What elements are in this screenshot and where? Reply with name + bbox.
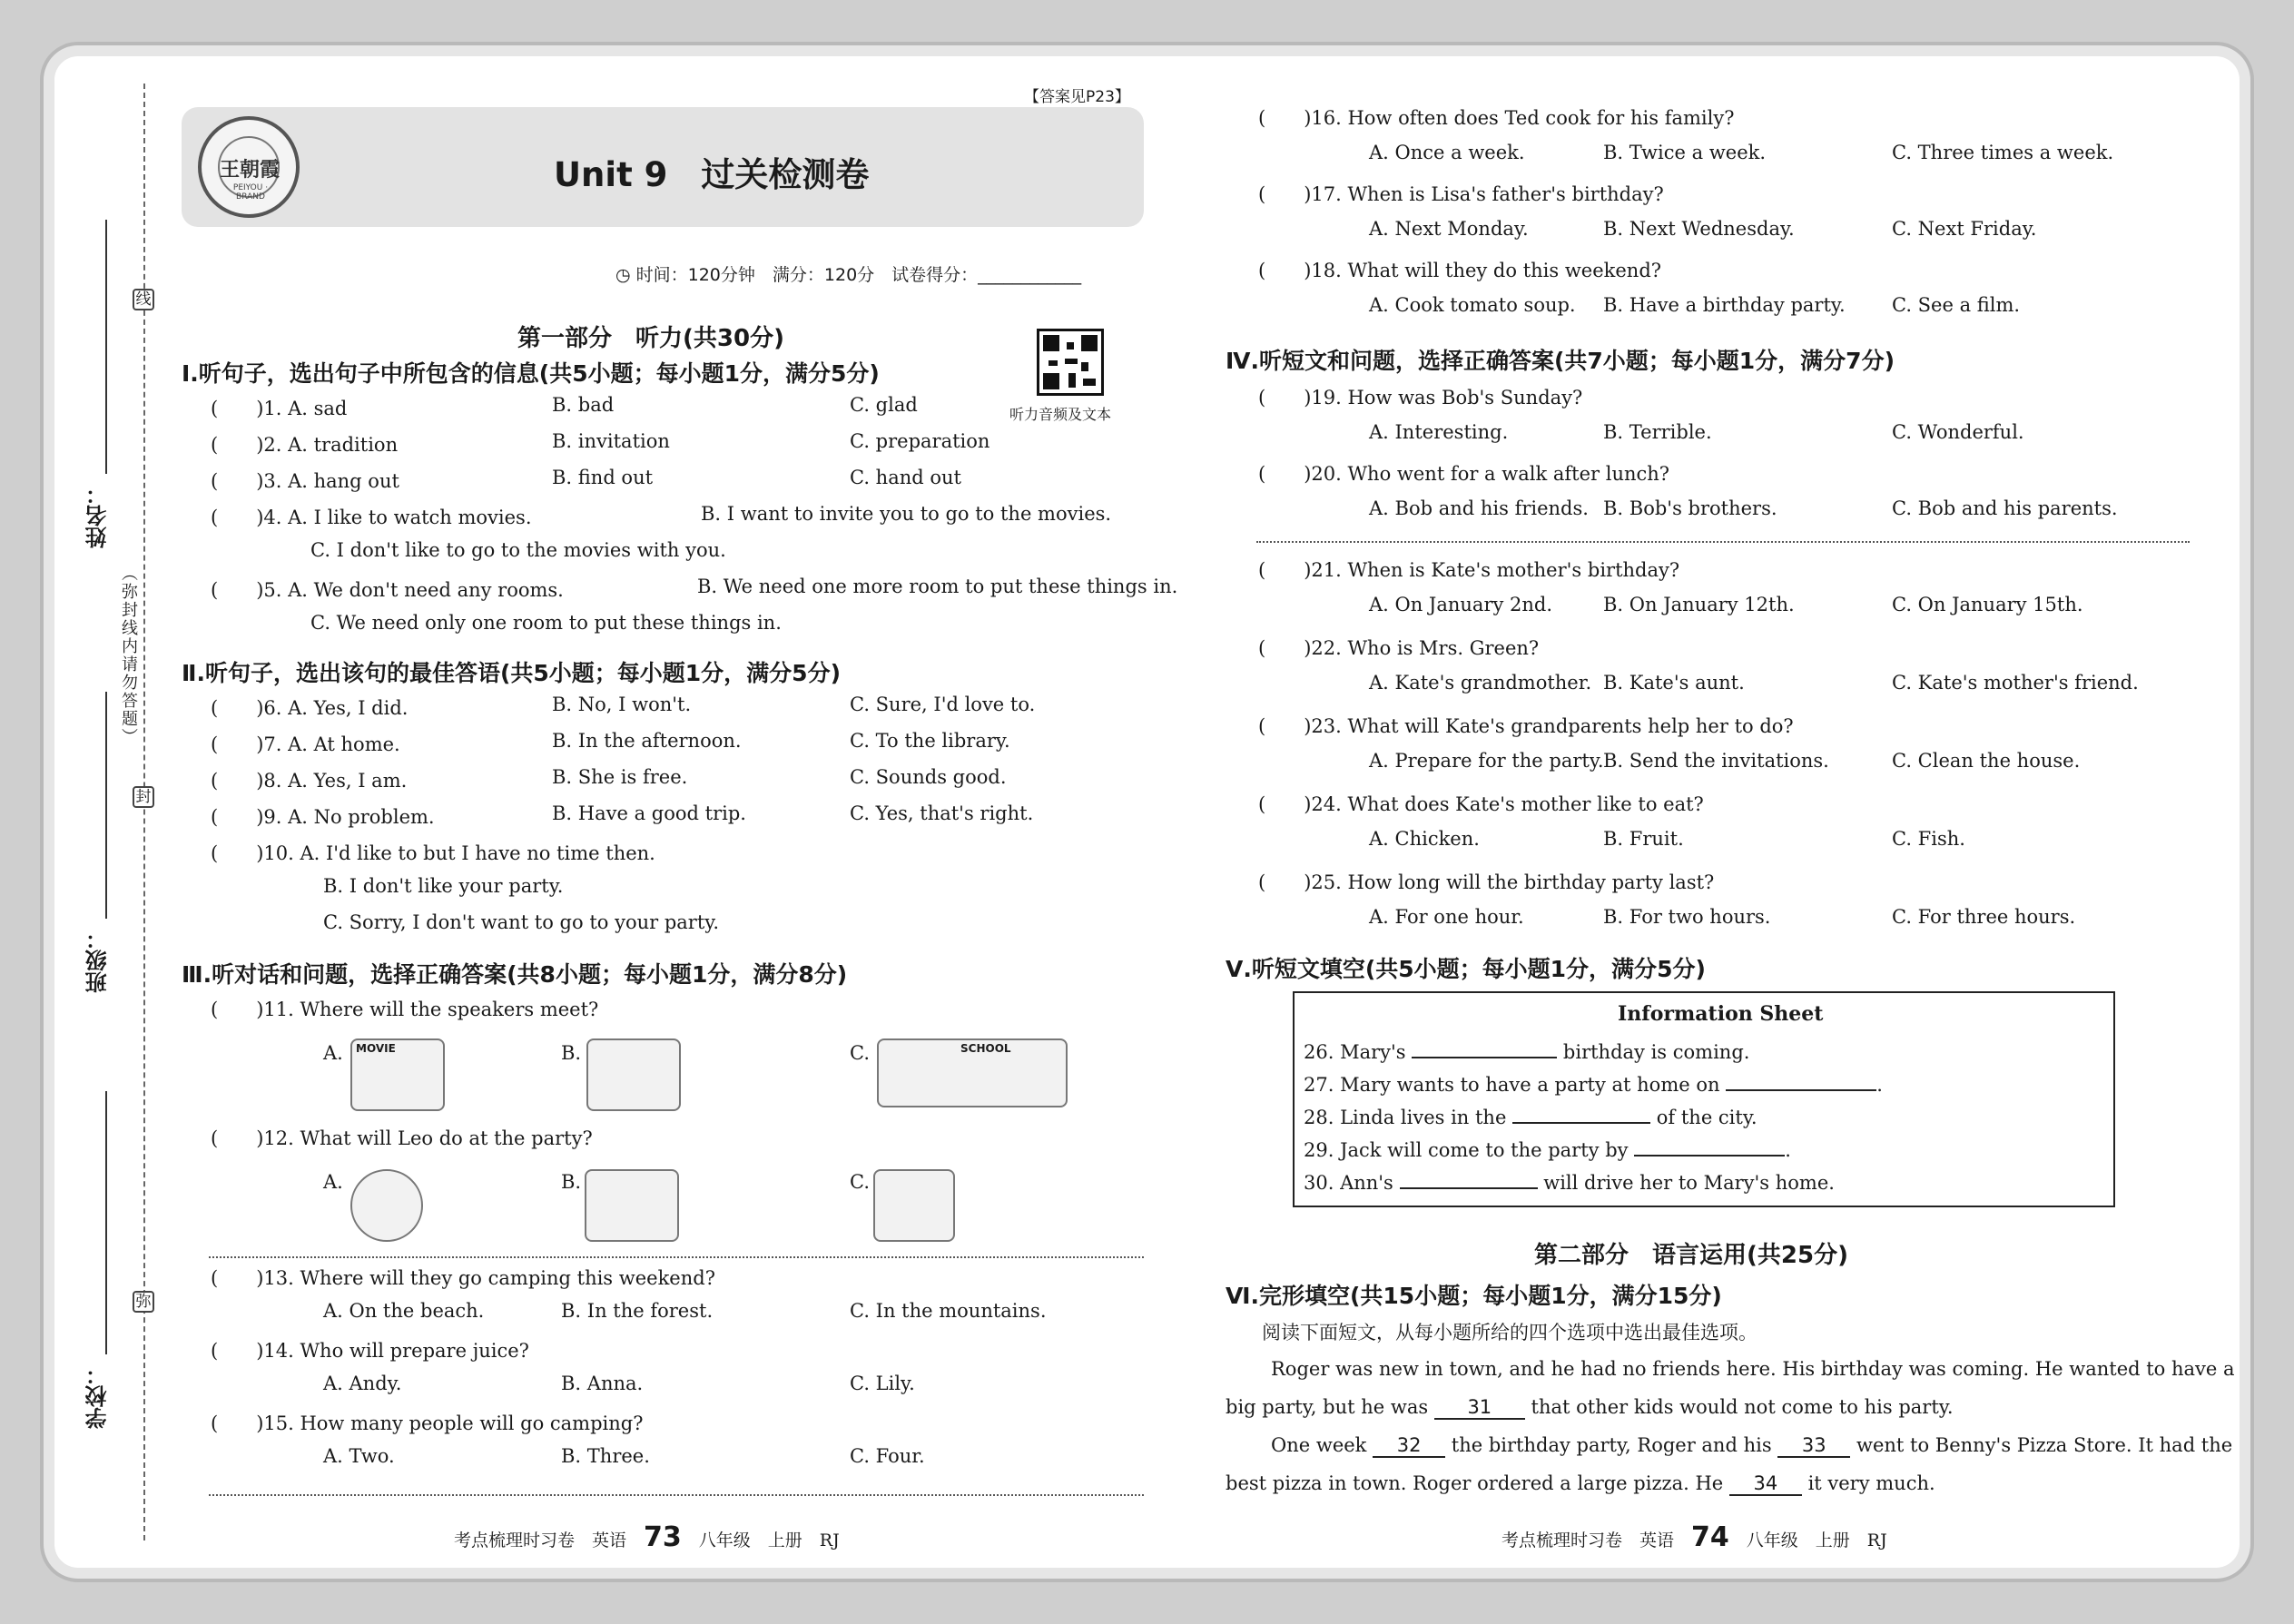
part1-title: 第一部分 听力(共30分) <box>517 325 784 352</box>
q25: ( )25. How long will the birthday party last? <box>1258 871 1715 893</box>
q15-option-b: B. Three. <box>561 1445 650 1467</box>
singing-picture <box>350 1169 423 1242</box>
q20: ( )20. Who went for a walk after lunch? <box>1258 463 1670 485</box>
blank-34[interactable]: 34 <box>1729 1472 1802 1496</box>
q17: ( )17. When is Lisa's father's birthday? <box>1258 183 1664 205</box>
q6: ( )6. A. Yes, I did. <box>211 697 409 719</box>
q4: ( )4. A. I like to watch movies. <box>211 507 532 528</box>
q23-option-a: A. Prepare for the party. <box>1369 750 1604 772</box>
answer-blank[interactable] <box>1634 1138 1785 1156</box>
q21-option-c: C. On January 15th. <box>1892 594 2083 615</box>
seal-note: （弥封线内请勿答题） <box>119 565 138 746</box>
cloze-line-1: Roger was new in town, and he had no friends here. His birthday was coming. He wanted to have a <box>1271 1358 2235 1380</box>
section-6-title: Ⅵ.完形填空(共15小题；每小题1分，满分15分) <box>1226 1283 1722 1309</box>
q11-option-a: A. <box>323 1042 343 1064</box>
q20-option-b: B. Bob's brothers. <box>1603 497 1777 519</box>
q15-option-c: C. Four. <box>850 1445 925 1467</box>
q2-option-b: B. invitation <box>552 430 670 452</box>
house-picture <box>586 1038 681 1111</box>
q25-option-a: A. For one hour. <box>1369 906 1524 928</box>
q6-option-c: C. Sure, I'd love to. <box>850 694 1036 715</box>
brand-logo: 王朝霞 PEIYOU · BRAND <box>198 116 300 218</box>
seal-mark-bottom: 弥 <box>133 1291 154 1313</box>
q4-option-c: C. I don't like to go to the movies with you. <box>310 539 726 561</box>
q5-option-c: C. We need only one room to put these things in. <box>310 612 782 634</box>
q15-option-a: A. Two. <box>323 1445 395 1467</box>
q15: ( )15. How many people will go camping? <box>211 1412 644 1434</box>
q22-option-c: C. Kate's mother's friend. <box>1892 672 2139 694</box>
q25-option-c: C. For three hours. <box>1892 906 2076 928</box>
q17-option-a: A. Next Monday. <box>1369 218 1529 240</box>
q19-option-c: C. Wonderful. <box>1892 421 2024 443</box>
cloze-line-3: One week 32 the birthday party, Roger and his 33 went to Benny's Pizza Store. It had the <box>1271 1434 2233 1456</box>
q20-option-a: A. Bob and his friends. <box>1369 497 1589 519</box>
seal-mark-top: 线 <box>133 289 154 310</box>
q12-option-a: A. <box>323 1171 343 1193</box>
q11: ( )11. Where will the speakers meet? <box>211 999 599 1020</box>
q16-option-c: C. Three times a week. <box>1892 142 2114 163</box>
q14: ( )14. Who will prepare juice? <box>211 1340 529 1362</box>
q7: ( )7. A. At home. <box>211 733 400 755</box>
q12-option-c: C. <box>850 1171 870 1193</box>
answer-blank[interactable] <box>1400 1171 1538 1189</box>
q14-option-c: C. Lily. <box>850 1373 915 1394</box>
information-sheet <box>1293 991 2115 1207</box>
q17-option-c: C. Next Friday. <box>1892 218 2037 240</box>
q22-option-b: B. Kate's aunt. <box>1603 672 1745 694</box>
q16-option-b: B. Twice a week. <box>1603 142 1767 163</box>
q11-option-c: C. <box>850 1042 870 1064</box>
q9: ( )9. A. No problem. <box>211 806 435 828</box>
q7-option-b: B. In the afternoon. <box>552 730 742 752</box>
footer-right: 考点梳理时习卷 英语 74 八年级 上册 RJ <box>1501 1521 1887 1553</box>
q17-option-b: B. Next Wednesday. <box>1603 218 1795 240</box>
q20-option-c: C. Bob and his parents. <box>1892 497 2118 519</box>
q22-option-a: A. Kate's grandmother. <box>1369 672 1592 694</box>
q18-option-c: C. See a film. <box>1892 294 2021 316</box>
q13-option-a: A. On the beach. <box>323 1300 485 1322</box>
part2-title: 第二部分 语言运用(共25分) <box>1534 1242 1848 1269</box>
q2-option-c: C. preparation <box>850 430 990 452</box>
q16: ( )16. How often does Ted cook for his family? <box>1258 107 1735 129</box>
q21-option-a: A. On January 2nd. <box>1369 594 1553 615</box>
q3-option-c: C. hand out <box>850 467 961 488</box>
q10-option-b: B. I don't like your party. <box>323 875 564 897</box>
q11-option-b: B. <box>561 1042 582 1064</box>
q19-option-b: B. Terrible. <box>1603 421 1712 443</box>
q13: ( )13. Where will they go camping this weekend? <box>211 1267 715 1289</box>
section-2-title: Ⅱ.听句子，选出该句的最佳答语(共5小题；每小题1分，满分5分) <box>182 660 842 686</box>
exam-sheet <box>54 56 2240 1568</box>
piano-picture <box>873 1169 955 1242</box>
school-picture: SCHOOL <box>877 1038 1068 1107</box>
blank-27: 27. Mary wants to have a party at home on . <box>1304 1074 1883 1096</box>
cloze-instruction: 阅读下面短文，从每小题所给的四个选项中选出最佳选项。 <box>1262 1322 1757 1343</box>
q4-option-b: B. I want to invite you to go to the movies. <box>701 503 1112 525</box>
q21: ( )21. When is Kate's mother's birthday? <box>1258 559 1680 581</box>
section-5-title: Ⅴ.听短文填空(共5小题；每小题1分，满分5分) <box>1226 956 1706 982</box>
qr-caption: 听力音频及文本 <box>1009 406 1112 423</box>
q13-option-b: B. In the forest. <box>561 1300 714 1322</box>
q23: ( )23. What will Kate's grandparents help her to do? <box>1258 715 1794 737</box>
q3-option-b: B. find out <box>552 467 654 488</box>
blank-29: 29. Jack will come to the party by . <box>1304 1139 1791 1161</box>
q12: ( )12. What will Leo do at the party? <box>211 1127 593 1149</box>
class-label: 班级： <box>85 928 111 993</box>
blank-33[interactable]: 33 <box>1777 1434 1850 1458</box>
q5: ( )5. A. We don't need any rooms. <box>211 579 564 601</box>
blank-32[interactable]: 32 <box>1373 1434 1445 1458</box>
q1: ( )1. A. sad <box>211 398 348 419</box>
q8-option-b: B. She is free. <box>552 766 688 788</box>
divider <box>209 1256 1144 1258</box>
q9-option-b: B. Have a good trip. <box>552 802 746 824</box>
q25-option-b: B. For two hours. <box>1603 906 1771 928</box>
q18-option-a: A. Cook tomato soup. <box>1369 294 1576 316</box>
blank-26: 26. Mary's birthday is coming. <box>1304 1041 1750 1063</box>
blank-30: 30. Ann's will drive her to Mary's home. <box>1304 1172 1835 1194</box>
q24-option-c: C. Fish. <box>1892 828 1965 850</box>
q3: ( )3. A. hang out <box>211 470 399 492</box>
q13-option-c: C. In the mountains. <box>850 1300 1047 1322</box>
q23-option-c: C. Clean the house. <box>1892 750 2081 772</box>
q6-option-b: B. No, I won't. <box>552 694 692 715</box>
divider <box>1256 541 2190 543</box>
class-field[interactable] <box>105 692 107 919</box>
q8: ( )8. A. Yes, I am. <box>211 770 408 792</box>
q24-option-b: B. Fruit. <box>1603 828 1684 850</box>
seal-mark-middle: 封 <box>133 786 154 808</box>
q2: ( )2. A. tradition <box>211 434 399 456</box>
q23-option-b: B. Send the invitations. <box>1603 750 1829 772</box>
q1-option-b: B. bad <box>552 394 615 416</box>
q9-option-c: C. Yes, that's right. <box>850 802 1034 824</box>
q19-option-a: A. Interesting. <box>1369 421 1509 443</box>
q7-option-c: C. To the library. <box>850 730 1010 752</box>
q22: ( )22. Who is Mrs. Green? <box>1258 637 1540 659</box>
exam-meta: ◷ 时间：120分钟 满分：120分 试卷得分：____________ <box>615 265 1082 285</box>
cinema-picture: MOVIE <box>350 1038 445 1111</box>
q21-option-b: B. On January 12th. <box>1603 594 1795 615</box>
dancing-picture <box>585 1169 679 1242</box>
q16-option-a: A. Once a week. <box>1369 142 1525 163</box>
q14-option-b: B. Anna. <box>561 1373 644 1394</box>
q8-option-c: C. Sounds good. <box>850 766 1007 788</box>
q12-option-b: B. <box>561 1171 582 1193</box>
page-title: Unit 9 过关检测卷 <box>554 155 870 194</box>
q1-option-c: C. glad <box>850 394 918 416</box>
q5-option-b: B. We need one more room to put these things in. <box>697 576 1178 597</box>
section-4-title: Ⅳ.听短文和问题，选择正确答案(共7小题；每小题1分，满分7分) <box>1226 348 1895 374</box>
section-1-title: Ⅰ.听句子，选出句子中所包含的信息(共5小题；每小题1分，满分5分) <box>182 360 880 387</box>
answer-blank[interactable] <box>1726 1073 1876 1091</box>
q10-option-c: C. Sorry, I don't want to go to your party. <box>323 911 720 933</box>
name-label: 姓名： <box>85 483 111 548</box>
cloze-line-4: best pizza in town. Roger ordered a large pizza. He 34 it very much. <box>1226 1472 1935 1494</box>
q14-option-a: A. Andy. <box>323 1373 402 1394</box>
school-field[interactable] <box>105 1091 107 1354</box>
school-label: 学校： <box>85 1363 111 1429</box>
q24-option-a: A. Chicken. <box>1369 828 1480 850</box>
q24: ( )24. What does Kate's mother like to eat? <box>1258 793 1704 815</box>
answer-blank[interactable] <box>1512 1106 1650 1124</box>
blank-28: 28. Linda lives in the of the city. <box>1304 1107 1757 1128</box>
qr-code-icon[interactable] <box>1037 329 1104 396</box>
section-3-title: Ⅲ.听对话和问题，选择正确答案(共8小题；每小题1分，满分8分) <box>182 961 848 988</box>
divider <box>209 1494 1144 1496</box>
q18-option-b: B. Have a birthday party. <box>1603 294 1846 316</box>
q18: ( )18. What will they do this weekend? <box>1258 260 1662 281</box>
name-field[interactable] <box>105 220 107 474</box>
footer-left: 考点梳理时习卷 英语 73 八年级 上册 RJ <box>454 1521 840 1553</box>
cloze-line-2: big party, but he was 31 that other kids would not come to his party. <box>1226 1396 1954 1418</box>
information-sheet-title: Information Sheet <box>1618 1002 1824 1026</box>
q10: ( )10. A. I'd like to but I have no time then. <box>211 842 655 864</box>
clock-icon: ◷ <box>615 265 636 285</box>
answer-blank[interactable] <box>1412 1040 1557 1058</box>
blank-31[interactable]: 31 <box>1434 1396 1525 1420</box>
answer-reference: 【答案见P23】 <box>1024 88 1130 106</box>
q19: ( )19. How was Bob's Sunday? <box>1258 387 1583 408</box>
